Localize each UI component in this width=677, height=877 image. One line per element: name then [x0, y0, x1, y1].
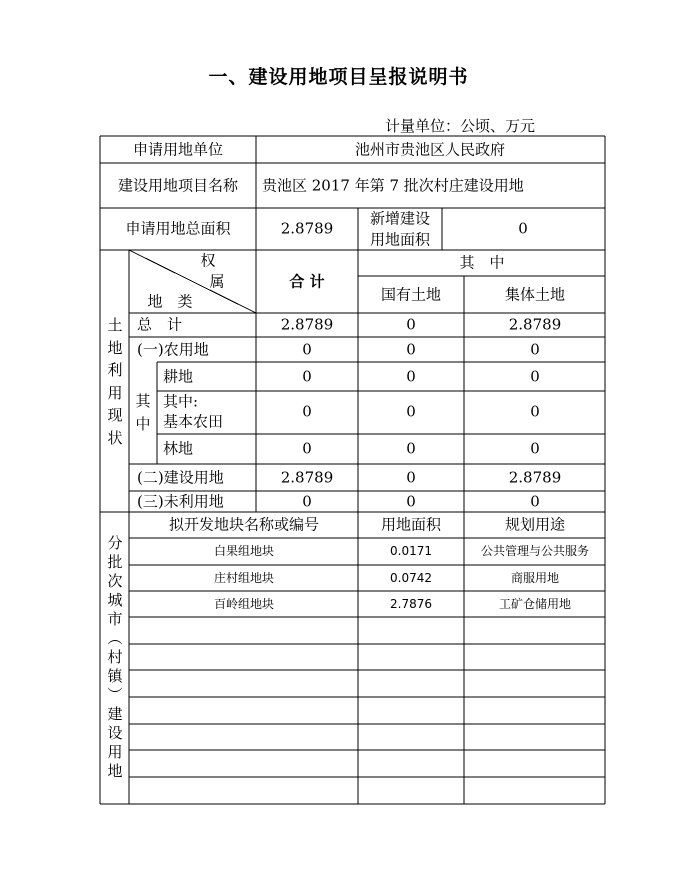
- new-area-value: 0: [518, 219, 528, 238]
- row-total: 2.8789: [280, 468, 334, 487]
- row-collective: 0: [530, 439, 540, 458]
- applicant-label: 申请用地单位: [132, 140, 224, 159]
- plot-area: 0.0742: [390, 571, 432, 585]
- row-state: 0: [406, 367, 416, 386]
- row-collective: 2.8789: [508, 468, 562, 487]
- row-collective: 0: [530, 492, 540, 511]
- total-column-header: 合 计: [289, 272, 325, 291]
- row-total: 0: [302, 439, 312, 458]
- collective-land-header: 集体土地: [504, 285, 566, 304]
- of-which-side-label: 其 中: [135, 392, 151, 433]
- plot-use: 公共管理与公共服务: [480, 544, 590, 558]
- row-label: 其中:: [163, 392, 199, 411]
- row-total: 0: [302, 492, 312, 511]
- plot-name: 百岭组地块: [213, 597, 275, 611]
- document-title: 一、建设用地项目呈报说明书: [208, 66, 469, 88]
- ownership-header-1: 权: [200, 251, 216, 270]
- row-total: 2.8789: [280, 315, 334, 334]
- measurement-unit: 计量单位：公顷、万元: [385, 117, 536, 135]
- landtype-header: 地 类: [147, 292, 193, 311]
- total-area-label: 申请用地总面积: [125, 219, 231, 238]
- plot-area: 0.0171: [390, 544, 432, 558]
- row-label: 总 计: [137, 315, 183, 334]
- plot-name: 庄村组地块: [213, 571, 275, 585]
- row-label: (一)农用地: [137, 340, 209, 359]
- plot-use: 商服用地: [510, 571, 560, 585]
- plot-area: 2.7876: [390, 597, 432, 611]
- row-label: (二)建设用地: [137, 468, 224, 487]
- planned-use-header: 规划用途: [504, 515, 566, 534]
- plot-name-header: 拟开发地块名称或编号: [168, 515, 320, 534]
- row-total: 0: [302, 367, 312, 386]
- row-total: 0: [302, 402, 312, 421]
- new-area-label-2: 用地面积: [369, 230, 431, 249]
- row-state: 0: [406, 468, 416, 487]
- row-collective: 2.8789: [508, 315, 562, 334]
- row-total: 0: [302, 340, 312, 359]
- plot-use: 工矿仓储用地: [498, 597, 572, 611]
- state-land-header: 国有土地: [380, 285, 442, 304]
- row-label: 耕地: [163, 367, 194, 386]
- row-state: 0: [406, 315, 416, 334]
- total-area-value: 2.8789: [280, 219, 334, 238]
- row-collective: 0: [530, 367, 540, 386]
- row-collective: 0: [530, 402, 540, 421]
- of-which-header: 其 中: [459, 253, 505, 272]
- project-name-label: 建设用地项目名称: [117, 176, 239, 195]
- landuse-side-label: 土 地 利 用 现 状: [107, 316, 123, 447]
- ownership-header-2: 属: [209, 272, 225, 291]
- row-label: 林地: [163, 439, 194, 458]
- plot-area-header: 用地面积: [380, 515, 442, 534]
- plot-name: 白果组地块: [213, 544, 275, 558]
- applicant-value: 池州市贵池区人民政府: [354, 140, 506, 159]
- project-name-value: 贵池区 2017 年第 7 批次村庄建设用地: [262, 176, 524, 195]
- row-state: 0: [406, 340, 416, 359]
- row-label-2: 基本农田: [163, 412, 224, 431]
- row-label: (三)未利用地: [137, 492, 224, 511]
- row-collective: 0: [530, 340, 540, 359]
- row-state: 0: [406, 492, 416, 511]
- batch-side-label: 分 批 次 城 市 ︵ 村 镇 ︶ 建 设 用 地: [107, 534, 123, 780]
- new-area-label-1: 新增建设: [369, 209, 431, 228]
- row-state: 0: [406, 402, 416, 421]
- row-state: 0: [406, 439, 416, 458]
